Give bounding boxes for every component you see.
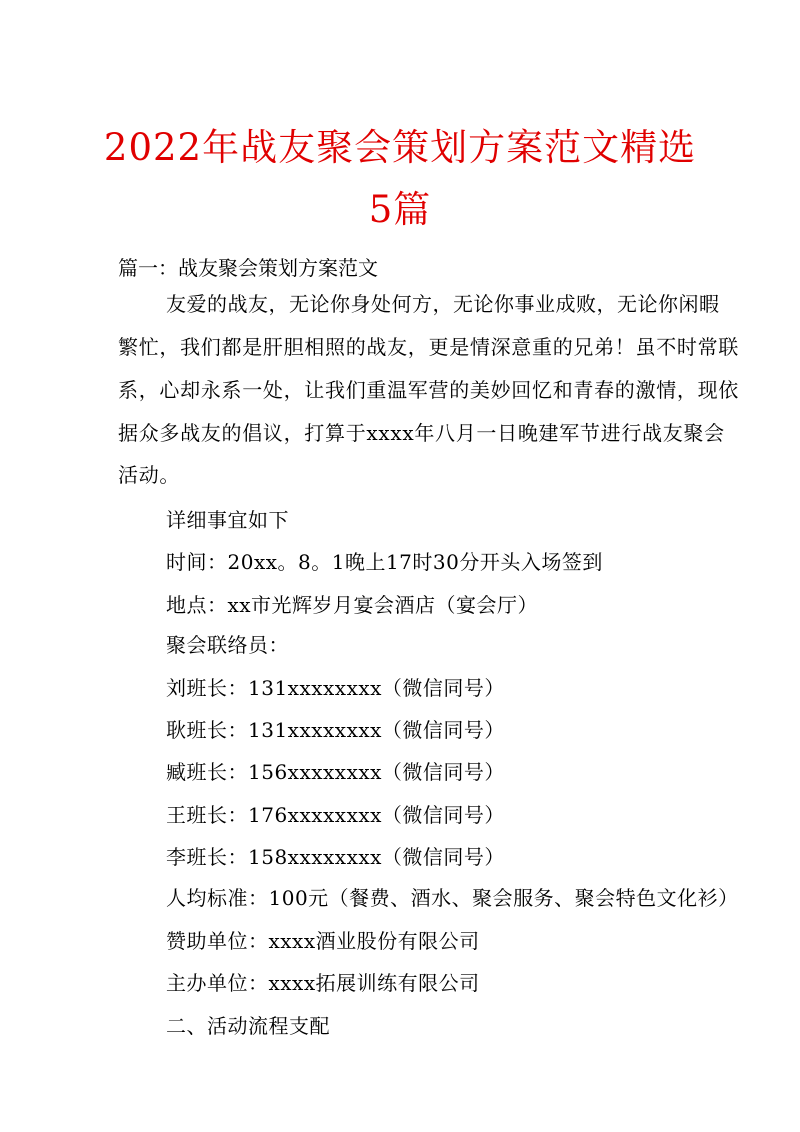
organizer-unit: 主办单位：xxxx拓展训练有限公司 (166, 971, 480, 995)
document-title-line-2: 5篇 (368, 188, 432, 231)
contacts-heading: 聚会联络员： (166, 633, 289, 657)
section-heading: 篇一：战友聚会策划方案范文 (118, 256, 378, 280)
document-title-line-1: 2022年战友聚会策划方案范文精选 (103, 126, 697, 169)
sponsor-unit: 赞助单位：xxxx酒业股份有限公司 (166, 929, 480, 953)
event-location: 地点：xx市光辉岁月宴会酒店（宴会厅） (166, 593, 539, 617)
contact-item: 刘班长：131xxxxxxxx（微信同号） (166, 676, 505, 700)
intro-paragraph-line: 活动。 (118, 463, 181, 487)
contact-item: 臧班长：156xxxxxxxx（微信同号） (166, 760, 505, 784)
contact-item: 李班长：158xxxxxxxx（微信同号） (166, 845, 505, 869)
section-two-heading: 二、活动流程支配 (166, 1014, 330, 1038)
contact-item: 王班长：176xxxxxxxx（微信同号） (166, 803, 505, 827)
intro-paragraph-line: 友爱的战友，无论你身处何方，无论你事业成败，无论你闲暇 (166, 292, 720, 316)
contact-item: 耿班长：131xxxxxxxx（微信同号） (166, 718, 505, 742)
event-time: 时间：20xx。8。1晚上17时30分开头入场签到 (166, 550, 603, 574)
intro-paragraph-line: 繁忙，我们都是肝胆相照的战友，更是情深意重的兄弟！虽不时常联 (118, 335, 739, 359)
intro-paragraph-line: 据众多战友的倡议，打算于xxxx年八月一日晚建军节进行战友聚会 (118, 421, 725, 445)
intro-paragraph-line: 系，心却永系一处，让我们重温军营的美妙回忆和青春的激情，现依 (118, 378, 739, 402)
fee-standard: 人均标准：100元（餐费、酒水、聚会服务、聚会特色文化衫） (166, 886, 739, 910)
details-heading: 详细事宜如下 (166, 508, 289, 532)
